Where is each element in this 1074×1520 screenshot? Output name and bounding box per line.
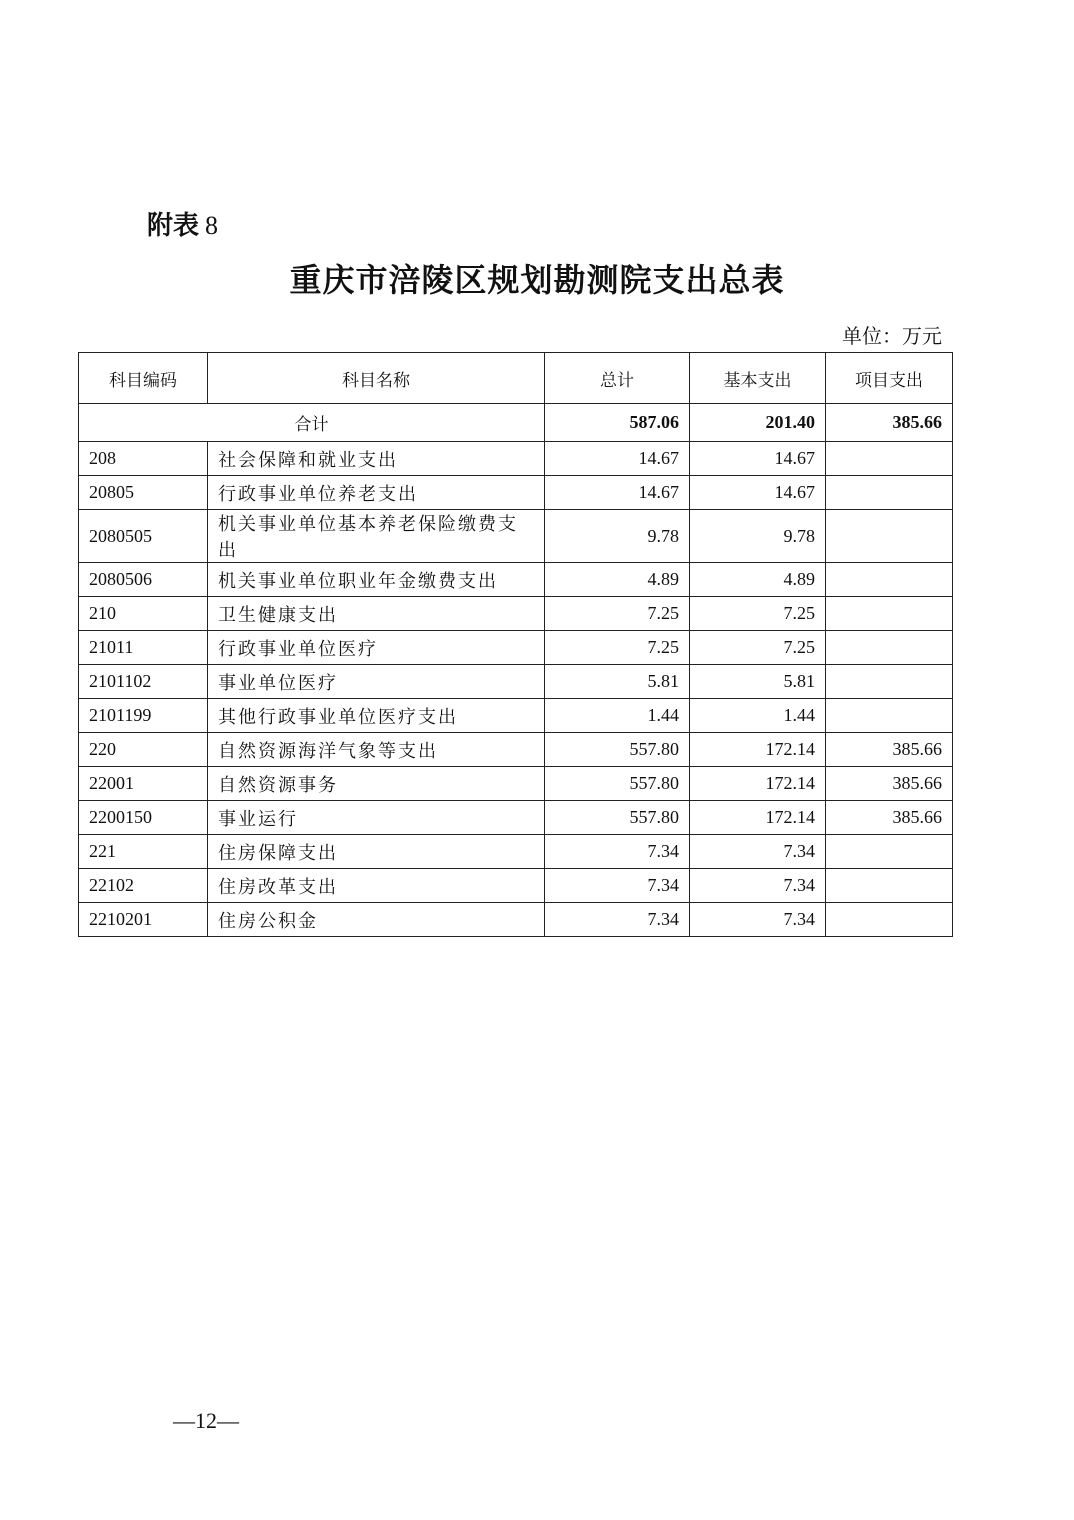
row-total: 7.34	[545, 903, 690, 937]
row-code: 220	[79, 733, 208, 767]
row-code: 2200150	[79, 801, 208, 835]
table-row	[79, 442, 953, 476]
header-basic: 基本支出	[690, 353, 826, 404]
row-name: 卫生健康支出	[208, 597, 545, 631]
appendix-text: 附表	[147, 211, 200, 241]
table-row	[79, 631, 953, 665]
table-body	[79, 442, 953, 937]
row-code: 2210201	[79, 903, 208, 937]
row-project: 385.66	[826, 801, 953, 835]
appendix-number: 8	[205, 211, 219, 240]
total-label: 合计	[79, 404, 545, 442]
row-total: 7.34	[545, 869, 690, 903]
row-project	[826, 869, 953, 903]
row-name: 事业运行	[208, 801, 545, 835]
table-row	[79, 510, 953, 563]
row-basic: 4.89	[690, 563, 826, 597]
row-basic: 7.34	[690, 835, 826, 869]
row-total: 7.25	[545, 631, 690, 665]
row-code: 22102	[79, 869, 208, 903]
row-project	[826, 563, 953, 597]
header-project: 项目支出	[826, 353, 953, 404]
row-name: 住房保障支出	[208, 835, 545, 869]
row-project	[826, 835, 953, 869]
row-name: 自然资源事务	[208, 767, 545, 801]
row-code: 221	[79, 835, 208, 869]
row-basic: 14.67	[690, 442, 826, 476]
header-code: 科目编码	[79, 353, 208, 404]
row-total: 1.44	[545, 699, 690, 733]
row-basic: 14.67	[690, 476, 826, 510]
row-basic: 7.25	[690, 631, 826, 665]
row-name: 住房公积金	[208, 903, 545, 937]
row-project	[826, 442, 953, 476]
row-name: 自然资源海洋气象等支出	[208, 733, 545, 767]
table-row	[79, 665, 953, 699]
row-project	[826, 597, 953, 631]
row-project	[826, 631, 953, 665]
table-row	[79, 476, 953, 510]
row-code: 2080505	[79, 510, 208, 563]
row-total: 14.67	[545, 476, 690, 510]
table-row	[79, 767, 953, 801]
table-row	[79, 563, 953, 597]
expenditure-table	[78, 352, 953, 937]
table-row	[79, 835, 953, 869]
row-name: 其他行政事业单位医疗支出	[208, 699, 545, 733]
row-project	[826, 665, 953, 699]
row-total: 557.80	[545, 801, 690, 835]
header-name: 科目名称	[208, 353, 545, 404]
table-row	[79, 869, 953, 903]
row-basic: 7.25	[690, 597, 826, 631]
row-name: 行政事业单位医疗	[208, 631, 545, 665]
row-project	[826, 699, 953, 733]
row-total: 557.80	[545, 767, 690, 801]
row-code: 2101199	[79, 699, 208, 733]
row-basic: 9.78	[690, 510, 826, 563]
row-code: 22001	[79, 767, 208, 801]
row-total: 14.67	[545, 442, 690, 476]
table-row	[79, 597, 953, 631]
row-name: 住房改革支出	[208, 869, 545, 903]
row-total: 5.81	[545, 665, 690, 699]
row-code: 2101102	[79, 665, 208, 699]
total-total: 587.06	[545, 404, 690, 442]
row-project	[826, 476, 953, 510]
table-row	[79, 903, 953, 937]
row-total: 9.78	[545, 510, 690, 563]
row-name: 社会保障和就业支出	[208, 442, 545, 476]
row-basic: 7.34	[690, 869, 826, 903]
header-total: 总计	[545, 353, 690, 404]
row-project: 385.66	[826, 733, 953, 767]
row-name: 机关事业单位基本养老保险缴费支出	[208, 510, 545, 563]
row-basic: 5.81	[690, 665, 826, 699]
row-code: 2080506	[79, 563, 208, 597]
row-basic: 1.44	[690, 699, 826, 733]
row-total: 557.80	[545, 733, 690, 767]
row-name: 行政事业单位养老支出	[208, 476, 545, 510]
row-total: 7.25	[545, 597, 690, 631]
row-basic: 172.14	[690, 733, 826, 767]
page-title: 重庆市涪陵区规划勘测院支出总表	[289, 261, 785, 299]
row-basic: 172.14	[690, 801, 826, 835]
table-row	[79, 801, 953, 835]
row-project: 385.66	[826, 767, 953, 801]
table-row	[79, 733, 953, 767]
unit-label: 单位：万元	[842, 324, 942, 348]
row-total: 7.34	[545, 835, 690, 869]
row-name: 事业单位医疗	[208, 665, 545, 699]
table-row	[79, 699, 953, 733]
row-basic: 7.34	[690, 903, 826, 937]
row-project	[826, 903, 953, 937]
row-project	[826, 510, 953, 563]
row-code: 210	[79, 597, 208, 631]
row-code: 21011	[79, 631, 208, 665]
appendix-label	[147, 205, 218, 242]
row-name: 机关事业单位职业年金缴费支出	[208, 563, 545, 597]
row-code: 208	[79, 442, 208, 476]
table-header-row	[79, 353, 953, 404]
total-basic: 201.40	[690, 404, 826, 442]
row-code: 20805	[79, 476, 208, 510]
page-number: —12—	[173, 1408, 239, 1433]
row-basic: 172.14	[690, 767, 826, 801]
row-total: 4.89	[545, 563, 690, 597]
total-project: 385.66	[826, 404, 953, 442]
total-row	[79, 404, 953, 442]
